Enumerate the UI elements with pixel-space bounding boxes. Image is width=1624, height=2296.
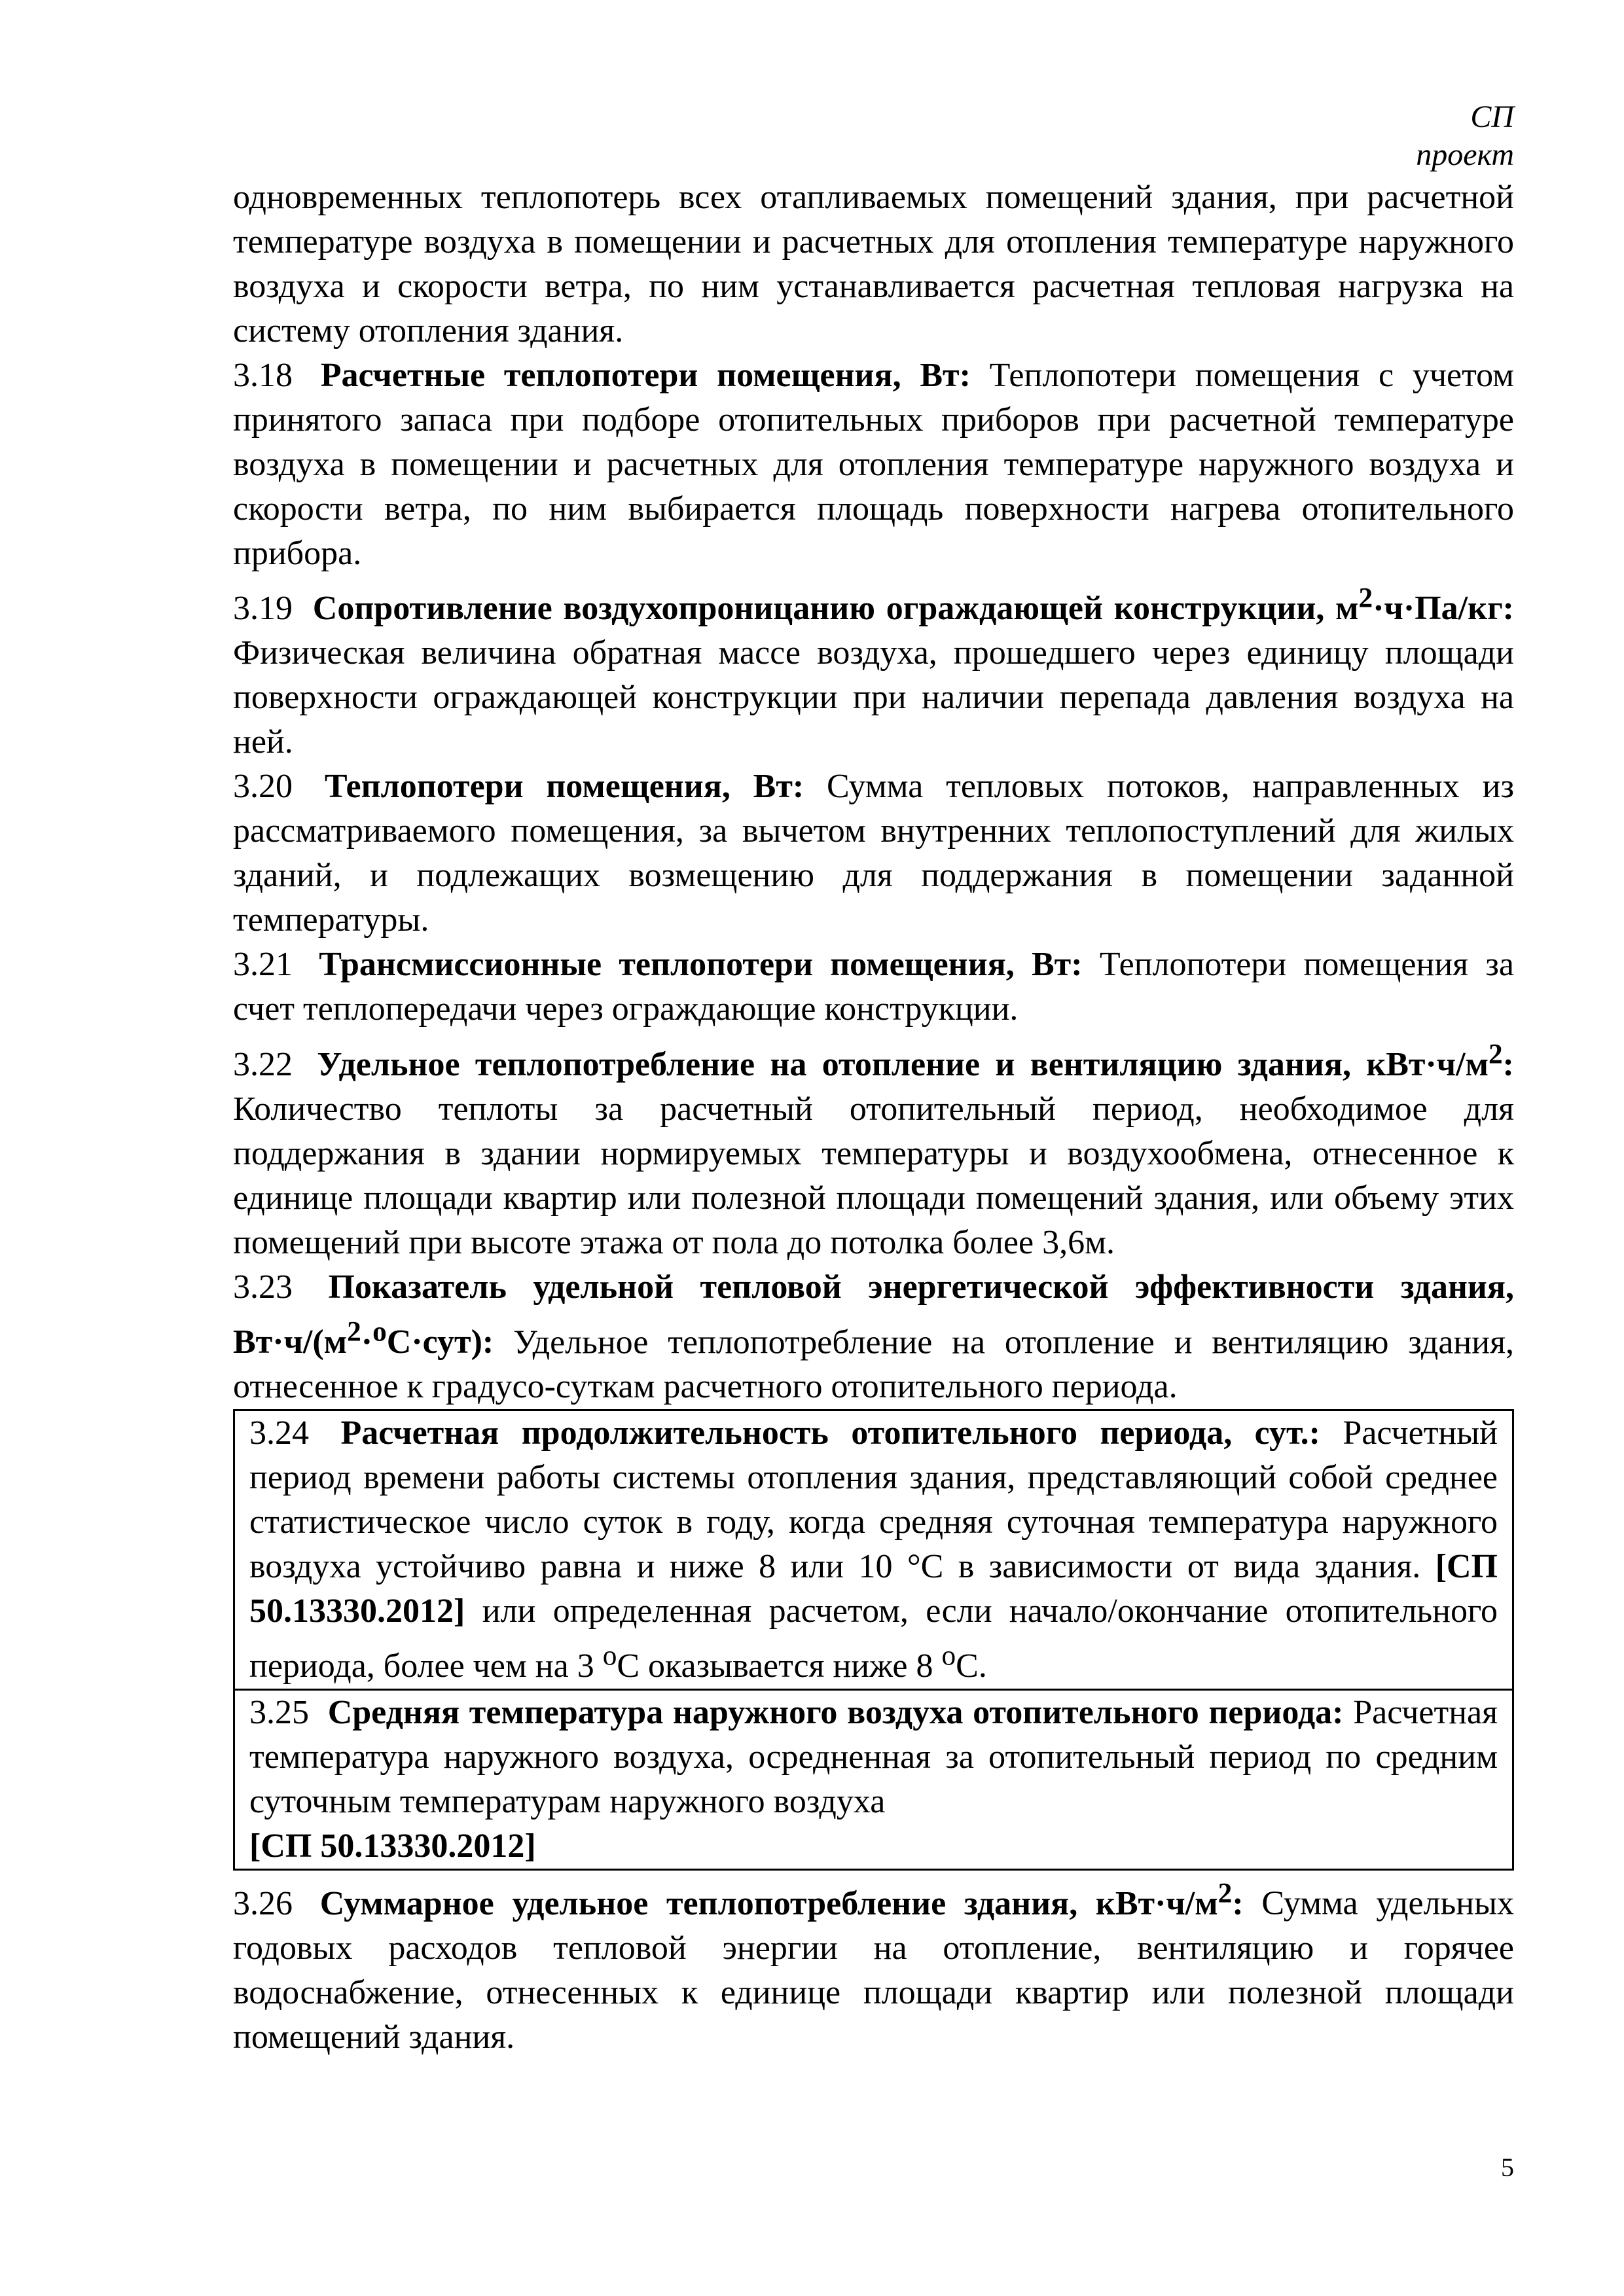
term-title: Расчетные теплопотери помещения, Вт: <box>320 357 971 394</box>
page-number: 5 <box>1501 2153 1514 2182</box>
document-body <box>233 175 1514 2060</box>
term-3-20 <box>233 764 1514 942</box>
term-3-26 <box>233 1871 1514 2059</box>
term-title: Суммарное удельное теплопотребление здания, $кВт\cdot ч/м^2$: <box>319 1877 1244 1922</box>
term-number: 3.21 <box>233 946 293 984</box>
term-definition: Сумма тепловых потоков, направленных из рассматриваемого помещения, за вычетом внутренних теплопоступлений для жилых зданий, и подлежащих возмещению для поддержания в помещении заданной температуры. <box>233 768 1514 939</box>
term-number: 3.18 <box>233 357 293 394</box>
term-title: Средняя температура наружного воздуха отопительного периода: <box>327 1694 1344 1732</box>
term-3-24 <box>233 1409 1514 1691</box>
term-3-23 <box>233 1265 1514 1409</box>
term-definition-continued: или определенная расчетом, если начало/окончание отопительного периода, более чем на 3 $^o$С оказывается ниже 8 $^o$С. <box>249 1592 1498 1685</box>
term-title: Удельное теплопотребление на отопление и вентиляцию здания, $кВт\cdot ч/м^2$: <box>317 1038 1514 1083</box>
term-definition: Расчетный период времени работы системы отопления здания, представляющий собой среднее статистическое число суток в году, когда средняя суточная температура наружного воздуха устойчиво равна и ниже 8 или 10 °С в зависимости от вида здания. <box>249 1414 1498 1585</box>
term-number: 3.26 <box>233 1884 293 1922</box>
term-title: Расчетная продолжительность отопительного периода, сут.: <box>340 1414 1320 1452</box>
term-3-19 <box>233 576 1514 764</box>
term-title: Трансмиссионные теплопотери помещения, Вт: <box>319 946 1083 984</box>
term-definition: Физическая величина обратная массе воздуха, прошедшего через единицу площади поверхности ограждающей конструкции при наличии перепада давления воздуха на ней. <box>233 634 1514 761</box>
term-title: Сопротивление воздухопроницанию ограждающей конструкции, $м^2\cdot ч\cdot Па/кг$: <box>312 583 1514 628</box>
term-definition: Удельное теплопотребление на отопление и вентиляцию здания, отнесенное к градусо-суткам расчетного отопительного периода. <box>233 1323 1515 1405</box>
term-definition: Теплопотери помещения за счет теплопередачи через ограждающие конструкции. <box>233 946 1514 1028</box>
term-number: 3.19 <box>233 590 293 628</box>
term-title: Показатель удельной тепловой энергетической эффективности здания, $Вт\cdot ч/(м^2\cdot^oС\cdot сут)$: <box>233 1268 1515 1361</box>
term-title: Теплопотери помещения, Вт: <box>324 768 804 806</box>
term-3-18 <box>233 353 1514 576</box>
reference: [СП 50.13330.2012] <box>249 1827 536 1865</box>
term-number: 3.20 <box>233 768 293 806</box>
term-definition: Сумма удельных годовых расходов тепловой энергии на отопление, вентиляцию и горячее водоснабжение, отнесенных к единице площади квартир или полезной площади помещений здания. <box>233 1884 1515 2056</box>
term-3-22 <box>233 1031 1514 1265</box>
term-definition: Количество теплоты за расчетный отопительный период, необходимое для поддержания в здании нормируемых температуры и воздухообмена, отнесенное к единице площади квартир или полезной площади помещений здания, или объему этих помещений при высоте этажа от пола до потолка более 3,6м. <box>233 1090 1514 1261</box>
term-number: 3.24 <box>249 1414 309 1452</box>
reference: [СП 50.13330.2012] <box>249 1547 1498 1630</box>
header-status: проект <box>1416 137 1514 172</box>
term-3-21 <box>233 942 1514 1031</box>
intro-paragraph: одновременных теплопотерь всех отапливаемых помещений здания, при расчетной температуре воздуха в помещении и расчетных для отопления температуре наружного воздуха и скорости ветра, по ним устанавливается расчетная тепловая нагрузка на систему отопления здания. <box>233 179 1514 350</box>
term-definition: Теплопотери помещения с учетом принятого запаса при подборе отопительных приборов при расчетной температуре воздуха в помещении и расчетных для отопления температуре наружного воздуха и скорости ветра, по ним выбирается площадь поверхности нагрева отопительного прибора. <box>233 357 1515 572</box>
term-number: 3.22 <box>233 1045 293 1083</box>
term-number: 3.23 <box>233 1268 293 1306</box>
term-definition: Расчетная температура наружного воздуха, осредненная за отопительный период по средним суточным температурам наружного воздуха <box>249 1694 1498 1821</box>
term-number: 3.25 <box>249 1694 309 1732</box>
header-code: СП <box>1470 99 1514 134</box>
term-3-25 <box>233 1691 1514 1871</box>
